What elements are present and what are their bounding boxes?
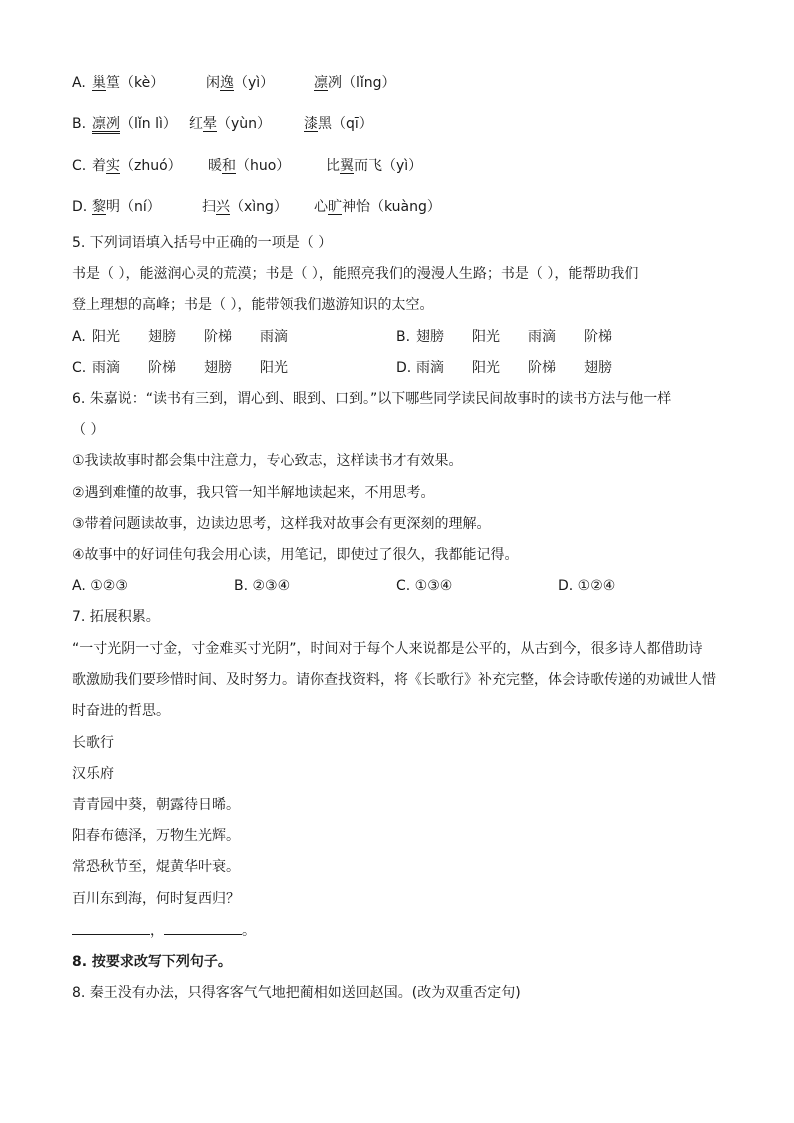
q5-option-b: B. 翅膀 阳光 雨滴 阶梯 — [396, 329, 612, 345]
q6-option-d: D. ①②④ — [558, 578, 616, 594]
q6-statement-1: ①我读故事时都会集中注意力，专心致志，这样读书才有效果。 — [72, 453, 463, 469]
q7-paragraph-line2: 歌激励我们要珍惜时间、及时努力。请你查找资料，将《长歌行》补充完整，体会诗歌传递的劝诫世人惜 — [72, 672, 716, 688]
q5-stem: 5. 下列词语填入括号中正确的一项是（ ） — [72, 235, 333, 251]
q5-text-line1: 书是（ ），能滋润心灵的荒漠；书是（ ），能照亮我们的漫漫人生路；书是（ ），能帮助我们 — [72, 266, 639, 282]
fill-blank-2[interactable] — [164, 920, 242, 935]
q4-option-c: C. 着实（zhuó） 暖和（huo） 比翼而飞（yì） — [72, 158, 423, 174]
q5-option-c: C. 雨滴 阶梯 翅膀 阳光 — [72, 360, 288, 376]
q5-option-d: D. 雨滴 阳光 阶梯 翅膀 — [396, 360, 612, 376]
q6-option-a: A. ①②③ — [72, 578, 128, 594]
poem-line-4: 百川东到海，何时复西归？ — [72, 891, 240, 907]
q5-text-line2: 登上理想的高峰；书是（ ），能带领我们遨游知识的太空。 — [72, 297, 434, 313]
q5-option-a: A. 阳光 翅膀 阶梯 雨滴 — [72, 329, 288, 345]
q6-statement-2: ②遇到难懂的故事，我只管一知半解地读起来，不用思考。 — [72, 485, 435, 501]
q4-option-d: D. 黎明（ní） 扫兴（xìng） 心旷神怡（kuàng） — [72, 199, 441, 215]
q8-heading: 8. 按要求改写下列句子。 — [72, 954, 232, 970]
q6-option-b: B. ②③④ — [234, 578, 291, 594]
poem-title: 长歌行 — [72, 735, 114, 751]
poem-line-2: 阳春布德泽，万物生光辉。 — [72, 828, 240, 844]
poem-author: 汉乐府 — [72, 766, 114, 782]
q7-paragraph-line3: 时奋进的哲思。 — [72, 703, 170, 719]
q6-stem: 6. 朱嘉说：“读书有三到，谓心到、眼到、口到。”以下哪些同学读民间故事时的读书方法与他一样 — [72, 391, 672, 407]
poem-line-3: 常恐秋节至，焜黄华叶衰。 — [72, 859, 240, 875]
q4-option-b: B. 凛冽（lǐn lì） 红晕（yùn） 漆黑（qī） — [72, 116, 373, 132]
poem-fill-blanks: ， 。 — [72, 920, 256, 941]
q6-answer-paren: （ ） — [72, 422, 105, 438]
q6-statement-3: ③带着问题读故事，边读边思考，这样我对故事会有更深刻的理解。 — [72, 516, 491, 532]
q6-option-c: C. ①③④ — [396, 578, 453, 594]
q7-paragraph-line1: “一寸光阴一寸金，寸金难买寸光阴”，时间对于每个人来说都是公平的，从古到今，很多诗人都借助诗 — [72, 641, 703, 657]
q4-option-a: A. 巢篁（kè） 闲逸（yì） 凛冽（lǐng） — [72, 75, 396, 91]
q8-text: 8. 秦王没有办法，只得客客气气地把蔺相如送回赵国。(改为双重否定句) — [72, 985, 521, 1001]
poem-line-1: 青青园中葵，朝露待日晞。 — [72, 797, 240, 813]
q7-stem: 7. 拓展积累。 — [72, 609, 160, 625]
fill-blank-1[interactable] — [72, 920, 150, 935]
q6-statement-4: ④故事中的好词佳句我会用心读，用笔记，即使过了很久，我都能记得。 — [72, 547, 519, 563]
